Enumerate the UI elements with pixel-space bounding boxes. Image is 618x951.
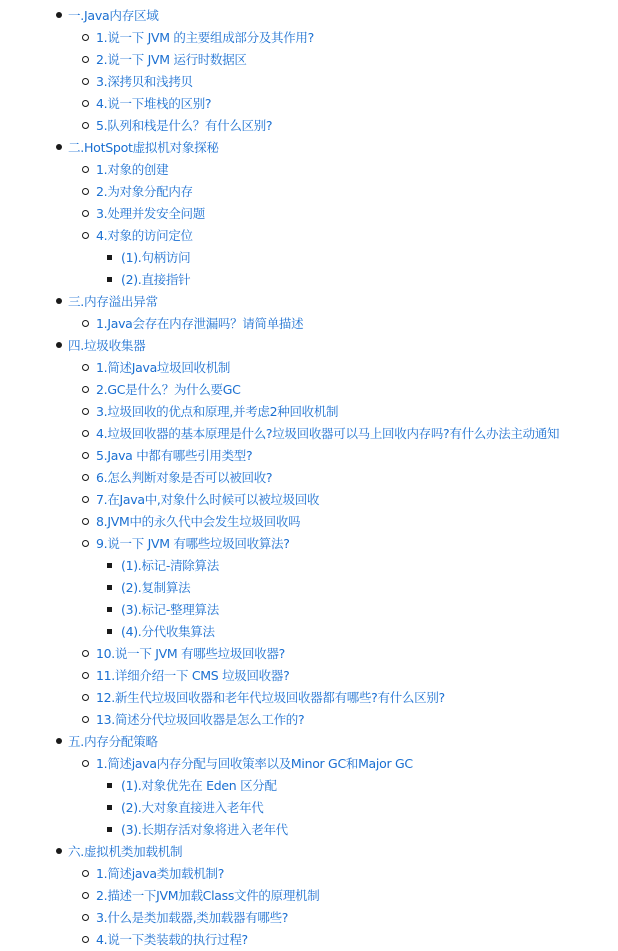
circle-bullet-icon bbox=[82, 452, 89, 459]
toc-link[interactable]: 13.简述分代垃圾回收器是怎么工作的? bbox=[96, 712, 305, 727]
circle-bullet-icon bbox=[82, 672, 89, 679]
toc-item bbox=[0, 422, 618, 444]
toc-link[interactable]: 2.GC是什么？为什么要GC bbox=[96, 382, 241, 397]
disc-bullet-icon bbox=[56, 738, 62, 744]
toc-link[interactable]: 六.虚拟机类加载机制 bbox=[68, 844, 183, 859]
toc-item bbox=[0, 312, 618, 334]
toc-link[interactable]: 一.Java内存区域 bbox=[68, 8, 159, 23]
toc-item bbox=[0, 70, 618, 92]
circle-bullet-icon bbox=[82, 34, 89, 41]
toc-item bbox=[0, 928, 618, 950]
toc-item bbox=[0, 532, 618, 554]
toc-link[interactable]: 2.说一下 JVM 运行时数据区 bbox=[96, 52, 247, 67]
toc-link[interactable]: 1.说一下 JVM 的主要组成部分及其作用? bbox=[96, 30, 314, 45]
toc-subitem bbox=[0, 246, 618, 268]
circle-bullet-icon bbox=[82, 892, 89, 899]
table-of-contents bbox=[0, 4, 618, 950]
toc-subitem bbox=[0, 576, 618, 598]
toc-subitem bbox=[0, 774, 618, 796]
circle-bullet-icon bbox=[82, 694, 89, 701]
circle-bullet-icon bbox=[82, 496, 89, 503]
toc-link[interactable]: 4.说一下堆栈的区别? bbox=[96, 96, 212, 111]
toc-link[interactable]: (3).标记-整理算法 bbox=[121, 602, 219, 617]
toc-link[interactable]: 3.处理并发安全问题 bbox=[96, 206, 205, 221]
toc-subitem bbox=[0, 796, 618, 818]
toc-item bbox=[0, 400, 618, 422]
toc-link[interactable]: (4).分代收集算法 bbox=[121, 624, 215, 639]
toc-link[interactable]: 10.说一下 JVM 有哪些垃圾回收器? bbox=[96, 646, 285, 661]
toc-item bbox=[0, 862, 618, 884]
circle-bullet-icon bbox=[82, 716, 89, 723]
disc-bullet-icon bbox=[56, 298, 62, 304]
toc-link[interactable]: (2).大对象直接进入老年代 bbox=[121, 800, 264, 815]
toc-link[interactable]: 3.什么是类加载器,类加载器有哪些? bbox=[96, 910, 289, 925]
toc-link[interactable]: 12.新生代垃圾回收器和老年代垃圾回收器都有哪些?有什么区别? bbox=[96, 690, 445, 705]
toc-link[interactable]: 1.Java会存在内存泄漏吗？请简单描述 bbox=[96, 316, 304, 331]
circle-bullet-icon bbox=[82, 518, 89, 525]
square-bullet-icon bbox=[107, 277, 112, 282]
toc-item bbox=[0, 686, 618, 708]
toc-item bbox=[0, 444, 618, 466]
toc-item bbox=[0, 906, 618, 928]
toc-item bbox=[0, 884, 618, 906]
toc-subitem bbox=[0, 554, 618, 576]
toc-item bbox=[0, 664, 618, 686]
toc-link[interactable]: 7.在Java中,对象什么时候可以被垃圾回收 bbox=[96, 492, 320, 507]
disc-bullet-icon bbox=[56, 848, 62, 854]
disc-bullet-icon bbox=[56, 342, 62, 348]
disc-bullet-icon bbox=[56, 12, 62, 18]
circle-bullet-icon bbox=[82, 914, 89, 921]
circle-bullet-icon bbox=[82, 364, 89, 371]
toc-link[interactable]: (1).对象优先在 Eden 区分配 bbox=[121, 778, 277, 793]
toc-link[interactable]: (1).标记-清除算法 bbox=[121, 558, 219, 573]
toc-item bbox=[0, 488, 618, 510]
square-bullet-icon bbox=[107, 629, 112, 634]
square-bullet-icon bbox=[107, 805, 112, 810]
toc-link[interactable]: 1.简述java类加载机制? bbox=[96, 866, 225, 881]
toc-item bbox=[0, 708, 618, 730]
toc-subitem bbox=[0, 620, 618, 642]
toc-link[interactable]: 1.简述Java垃圾回收机制 bbox=[96, 360, 231, 375]
square-bullet-icon bbox=[107, 563, 112, 568]
circle-bullet-icon bbox=[82, 100, 89, 107]
toc-section bbox=[0, 840, 618, 862]
circle-bullet-icon bbox=[82, 78, 89, 85]
toc-item bbox=[0, 114, 618, 136]
toc-link[interactable]: 5.Java 中都有哪些引用类型? bbox=[96, 448, 253, 463]
circle-bullet-icon bbox=[82, 650, 89, 657]
toc-item bbox=[0, 48, 618, 70]
toc-link[interactable]: 3.垃圾回收的优点和原理,并考虑2种回收机制 bbox=[96, 404, 339, 419]
toc-item bbox=[0, 378, 618, 400]
toc-section bbox=[0, 136, 618, 158]
square-bullet-icon bbox=[107, 827, 112, 832]
circle-bullet-icon bbox=[82, 936, 89, 943]
toc-item bbox=[0, 356, 618, 378]
circle-bullet-icon bbox=[82, 122, 89, 129]
circle-bullet-icon bbox=[82, 540, 89, 547]
circle-bullet-icon bbox=[82, 56, 89, 63]
toc-link[interactable]: 五.内存分配策略 bbox=[68, 734, 158, 749]
toc-item bbox=[0, 158, 618, 180]
toc-section bbox=[0, 334, 618, 356]
toc-link[interactable]: 5.队列和栈是什么？有什么区别? bbox=[96, 118, 273, 133]
toc-link[interactable]: (2).复制算法 bbox=[121, 580, 191, 595]
square-bullet-icon bbox=[107, 255, 112, 260]
circle-bullet-icon bbox=[82, 320, 89, 327]
toc-item bbox=[0, 642, 618, 664]
toc-item bbox=[0, 224, 618, 246]
toc-subitem bbox=[0, 818, 618, 840]
toc-link[interactable]: (3).长期存活对象将进入老年代 bbox=[121, 822, 288, 837]
circle-bullet-icon bbox=[82, 474, 89, 481]
circle-bullet-icon bbox=[82, 188, 89, 195]
toc-link[interactable]: (2).直接指针 bbox=[121, 272, 191, 287]
toc-link[interactable]: 四.垃圾收集器 bbox=[68, 338, 146, 353]
toc-link[interactable]: 4.说一下类装载的执行过程? bbox=[96, 932, 248, 947]
toc-subitem bbox=[0, 598, 618, 620]
toc-link[interactable]: 9.说一下 JVM 有哪些垃圾回收算法? bbox=[96, 536, 290, 551]
toc-link[interactable]: 11.详细介绍一下 CMS 垃圾回收器? bbox=[96, 668, 290, 683]
toc-link[interactable]: 2.描述一下JVM加载Class文件的原理机制 bbox=[96, 888, 320, 903]
toc-link[interactable]: (1).句柄访问 bbox=[121, 250, 191, 265]
toc-link[interactable]: 4.对象的访问定位 bbox=[96, 228, 193, 243]
circle-bullet-icon bbox=[82, 408, 89, 415]
toc-link[interactable]: 6.怎么判断对象是否可以被回收? bbox=[96, 470, 273, 485]
toc-item bbox=[0, 180, 618, 202]
toc-link[interactable]: 1.对象的创建 bbox=[96, 162, 169, 177]
toc-item bbox=[0, 466, 618, 488]
square-bullet-icon bbox=[107, 607, 112, 612]
toc-link[interactable]: 3.深拷贝和浅拷贝 bbox=[96, 74, 193, 89]
toc-item bbox=[0, 752, 618, 774]
toc-link[interactable]: 4.垃圾回收器的基本原理是什么?垃圾回收器可以马上回收内存吗?有什么办法主动通知 bbox=[96, 426, 560, 441]
toc-item bbox=[0, 510, 618, 532]
toc-item bbox=[0, 26, 618, 48]
toc-link[interactable]: 二.HotSpot虚拟机对象探秘 bbox=[68, 140, 219, 155]
toc-link[interactable]: 1.简述java内存分配与回收策率以及Minor GC和Major GC bbox=[96, 756, 413, 771]
circle-bullet-icon bbox=[82, 210, 89, 217]
square-bullet-icon bbox=[107, 585, 112, 590]
toc-section bbox=[0, 730, 618, 752]
circle-bullet-icon bbox=[82, 430, 89, 437]
square-bullet-icon bbox=[107, 783, 112, 788]
toc-link[interactable]: 2.为对象分配内存 bbox=[96, 184, 193, 199]
toc-link[interactable]: 8.JVM中的永久代中会发生垃圾回收吗 bbox=[96, 514, 301, 529]
circle-bullet-icon bbox=[82, 386, 89, 393]
toc-section bbox=[0, 4, 618, 26]
circle-bullet-icon bbox=[82, 232, 89, 239]
disc-bullet-icon bbox=[56, 144, 62, 150]
toc-subitem bbox=[0, 268, 618, 290]
circle-bullet-icon bbox=[82, 870, 89, 877]
circle-bullet-icon bbox=[82, 760, 89, 767]
toc-link[interactable]: 三.内存溢出异常 bbox=[68, 294, 158, 309]
toc-section bbox=[0, 290, 618, 312]
toc-item bbox=[0, 202, 618, 224]
circle-bullet-icon bbox=[82, 166, 89, 173]
toc-item bbox=[0, 92, 618, 114]
